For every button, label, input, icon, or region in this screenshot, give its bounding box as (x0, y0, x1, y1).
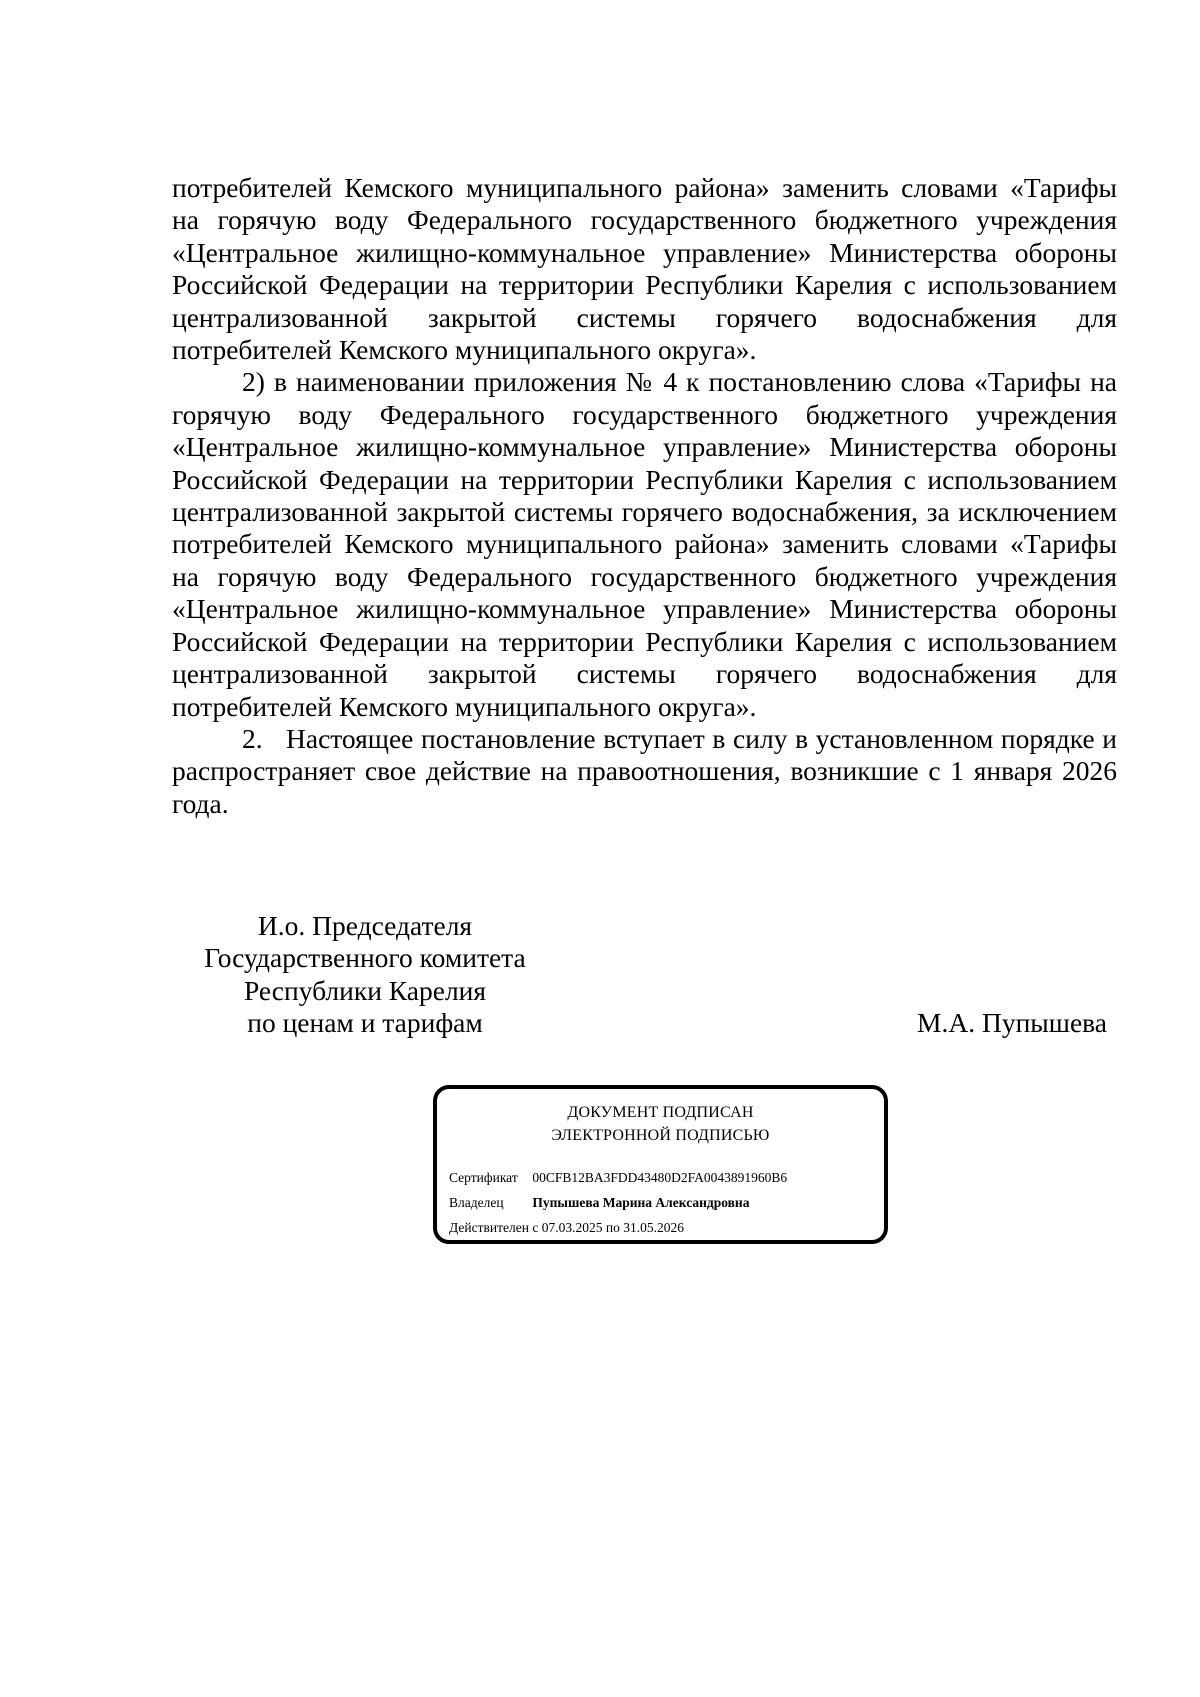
stamp-validity-value: с 07.03.2025 по 31.05.2026 (532, 1220, 684, 1235)
signatory-position (165, 910, 565, 1040)
stamp-title (437, 1101, 884, 1147)
stamp-validity-label: Действителен (449, 1220, 529, 1235)
stamp-certificate-row (449, 1169, 787, 1187)
signatory-position-line: И.о. Председателя (257, 910, 473, 941)
stamp-validity-row (449, 1219, 684, 1237)
stamp-title-line: ДОКУМЕНТ ПОДПИСАН (567, 1104, 754, 1121)
stamp-owner-label: Владелец (449, 1195, 504, 1210)
stamp-owner-value: Пупышева Марина Александровна (532, 1195, 750, 1210)
paragraph-clause-2 (172, 723, 1117, 820)
stamp-certificate-value: 00CFB12BA3FDD43480D2FA0043891960B6 (532, 1170, 788, 1185)
document-body (172, 172, 1117, 820)
stamp-owner-row (449, 1194, 749, 1212)
signatory-name: М.А. Пупышева (917, 1007, 1107, 1038)
clause-text: Настоящее постановление вступает в силу в установленном порядке и распространяет свое действие на правоотношения, возникшие с 1 января 2026 года. (172, 722, 1117, 819)
stamp-certificate-label: Сертификат (449, 1170, 518, 1185)
clause-number: 2. (242, 722, 263, 754)
signatory-position-line: Республики Карелия (243, 974, 487, 1006)
paragraph-continuation: потребителей Кемского муниципального района» заменить словами «Тарифы на горячую воду Федерального государственного бюджетного учреждения «Центральное жилищно-коммунальное управление» Министерства обороны Российской Федерации на территории Республики Карелия с использованием централизованной закрытой системы горячего водоснабжения для потребителей Кемского муниципального округа». (172, 172, 1117, 366)
paragraph-item-2: 2) в наименовании приложения № 4 к постановлению слова «Тарифы на горячую воду Федерального государственного бюджетного учреждения «Центральное жилищно-коммунальное управление» Министерства обороны Российской Федерации на территории Республики Карелия с использованием централизованной закрытой системы горячего водоснабжения, за исключением потребителей Кемского муниципального района» заменить словами «Тарифы на горячую воду Федерального государственного бюджетного учреждения «Центральное жилищно-коммунальное управление» Министерства обороны Российской Федерации на территории Республики Карелия с использованием централизованной закрытой системы горячего водоснабжения для потребителей Кемского муниципального округа». (172, 366, 1117, 722)
signatory-position-line: Государственного комитета (204, 942, 526, 974)
signatory-position-line: по ценам и тарифам (247, 1007, 483, 1039)
stamp-title-line: ЭЛЕКТРОННОЙ ПОДПИСЬЮ (551, 1127, 770, 1144)
electronic-signature-stamp (433, 1085, 888, 1244)
